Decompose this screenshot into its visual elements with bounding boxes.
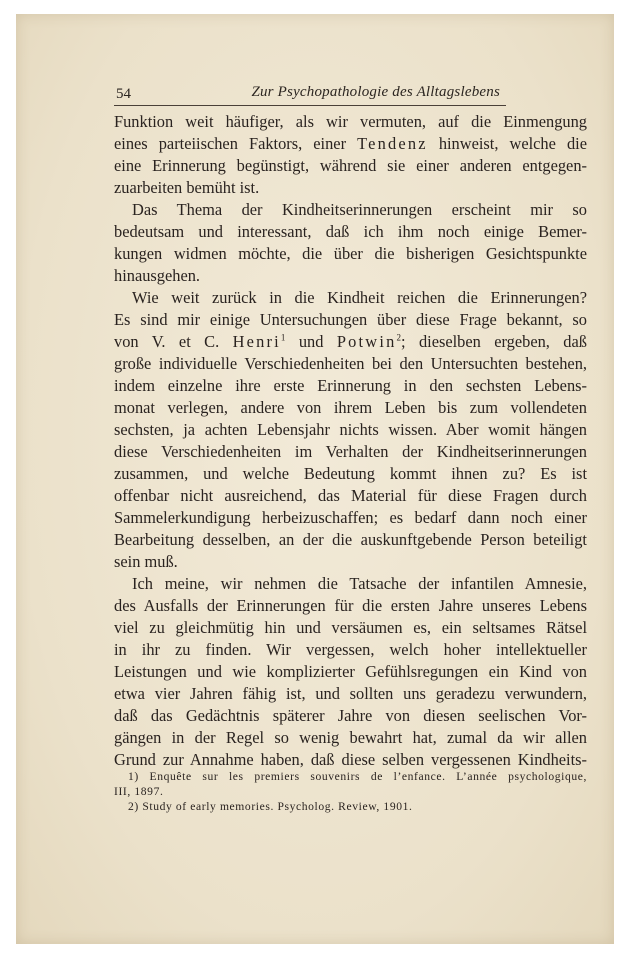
footnote-marker: 1 — [280, 332, 286, 343]
footnote-marker: 2 — [396, 332, 401, 343]
text-line: in ihr zu finden. Wir vergessen, welch hoher intellektueller — [114, 640, 587, 659]
text-line: eines parteiischen Faktors, einer Tendenz hinweist, welche die — [114, 134, 587, 153]
footnotes — [114, 769, 587, 814]
text-line: zusammen, und welche Bedeutung kommt ihnen zu? Es ist — [114, 464, 587, 483]
text-line: des Ausfalls der Erinnerungen für die ersten Jahre unseres Lebens — [114, 596, 587, 615]
text-line: Leistungen und wie komplizierter Gefühlsregungen ein Kind von — [114, 662, 587, 681]
footnote-2: 2) Study of early memories. Psycholog. Review, 1901. — [128, 800, 413, 813]
text-line: etwa vier Jahren fähig ist, und sollten uns geradezu verwundern, — [114, 684, 587, 703]
text-line: sechsten, ja achten Lebensjahr nichts wissen. Aber womit hängen — [114, 420, 587, 439]
text-line: daß das Gedächtnis späterer Jahre von diesen seelischen Vor- — [114, 706, 587, 725]
text-line: Grund zur Annahme haben, daß diese selben vergessenen Kindheits- — [114, 750, 587, 769]
text-line: Funktion weit häufiger, als wir vermuten, auf die Einmengung — [114, 112, 587, 131]
text-line: kungen widmen möchte, die über die bisherigen Gesichtspunkte — [114, 244, 587, 263]
text-line: hinausgehen. — [114, 266, 201, 285]
footnote-1-continuation: III, 1897. — [114, 785, 164, 798]
paragraph-start-line: Das Thema der Kindheitserinnerungen erscheint mir so — [132, 200, 587, 219]
emphasis-spaced: Tendenz — [357, 134, 428, 153]
text-line: Es sind mir einige Untersuchungen über diese Frage bekannt, so — [114, 310, 587, 329]
text-line: Sammelerkundigung herbeizuschaffen; es bedarf dann noch einer — [114, 508, 587, 527]
text-line: gängen in der Regel so wenig bewahrt hat, zumal da wir allen — [114, 728, 587, 747]
paragraph-start-line: Wie weit zurück in die Kindheit reichen die Erinnerungen? — [132, 288, 587, 307]
text-line: offenbar nicht ausreichend, das Material für diese Fragen durch — [114, 486, 587, 505]
page-number: 54 — [116, 86, 131, 102]
text-line: Bearbeitung desselben, an der die auskunftgebende Person beteiligt — [114, 530, 587, 549]
text-line: viel zu gleichmütig hin und versäumen es, ein seltsames Rätsel — [114, 618, 587, 637]
paragraph-start-line: Ich meine, wir nehmen die Tatsache der infantilen Amnesie, — [132, 574, 587, 593]
text-line: eine Erinnerung begünstigt, während sie einer anderen entgegen- — [114, 156, 587, 175]
header-rule — [114, 105, 506, 106]
emphasis-spaced: Henri — [232, 332, 281, 351]
text-line: diese Verschiedenheiten im Verhalten der Kindheitserinnerungen — [114, 442, 587, 461]
text-line: zuarbeiten bemüht ist. — [114, 178, 260, 197]
running-title: Zur Psychopathologie des Alltagslebens — [251, 84, 500, 100]
text-line: monat verlegen, andere von ihrem Leben bis zum vollendeten — [114, 398, 587, 417]
emphasis-spaced: Potwin — [336, 332, 397, 351]
running-head — [102, 84, 502, 106]
footnote-1: 1) Enquête sur les premiers souvenirs de l’enfance. L’année psychologique, — [128, 770, 587, 783]
body-text — [114, 111, 587, 771]
text-line: indem einzelne ihre erste Erinnerung in den sechsten Lebens- — [114, 376, 587, 395]
text-line: von V. et C. Henri$^1$ und Potwin$^2$; dieselben ergeben, daß — [114, 332, 587, 351]
text-line: große individuelle Verschiedenheiten bei den Untersuchten bestehen, — [114, 354, 587, 373]
text-line: bedeutsam und interessant, daß ich ihm noch einige Bemer- — [114, 222, 587, 241]
text-line: sein muß. — [114, 552, 178, 571]
